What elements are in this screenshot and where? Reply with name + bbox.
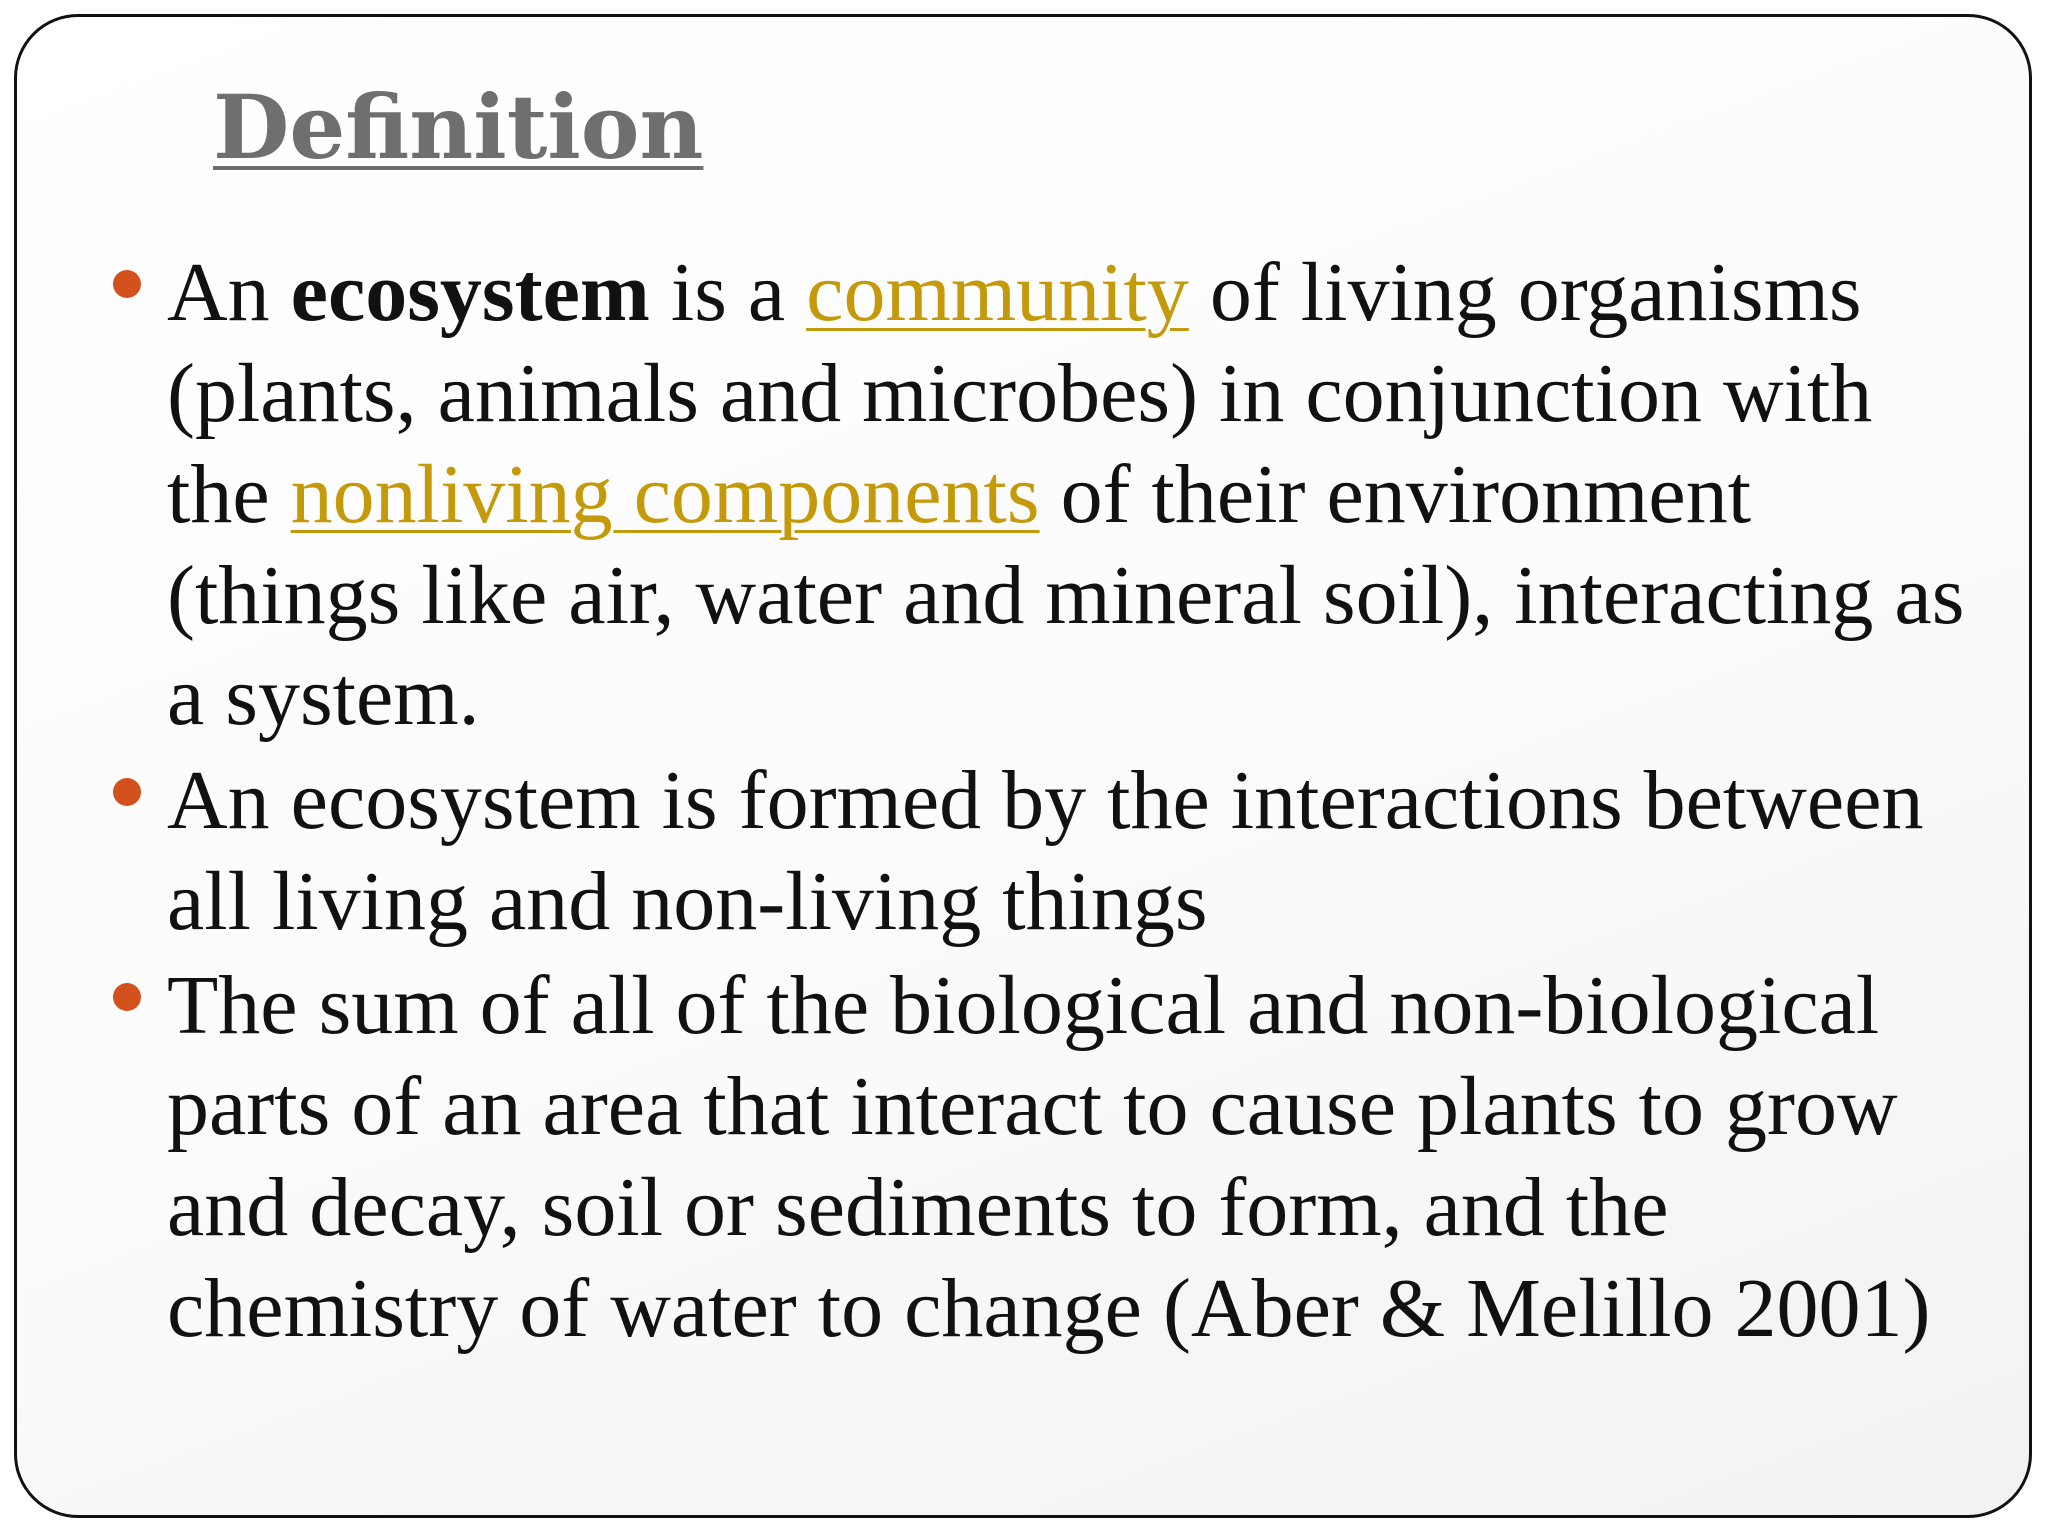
bullet-dot-icon [113,778,141,806]
bullet-item-3 [153,955,1993,1359]
bullet-dot-icon [113,270,141,298]
bullet-1-prefix: An [167,246,291,339]
bullet-list [153,242,1993,1362]
community-link[interactable]: community [806,246,1189,339]
bullet-3-text: The sum of all of the biological and non-biological parts of an area that interact to cause plants to grow and decay, soil or sediments to form, and the chemistry of water to change (Aber & Melillo 2001) [167,959,1931,1355]
bullet-1-bold-term: ecosystem [290,246,650,339]
bullet-1-text-a: is a [649,246,807,339]
bullet-1-text-c: of their environment (things like air, water and mineral soil), interacting as a system. [167,448,1965,743]
slide [14,14,2032,1518]
bullet-item-2 [153,750,1993,952]
bullet-2-text: An ecosystem is formed by the interactions between all living and non-living things [167,754,1924,948]
bullet-dot-icon [113,983,141,1011]
bullet-item-1 [153,242,1993,747]
slide-title: Definition [213,75,704,179]
bullet-1-text-b: of living organisms (plants, animals and microbes) in conjunction with the [167,246,1873,541]
nonliving-components-link[interactable]: nonliving components [290,448,1040,541]
